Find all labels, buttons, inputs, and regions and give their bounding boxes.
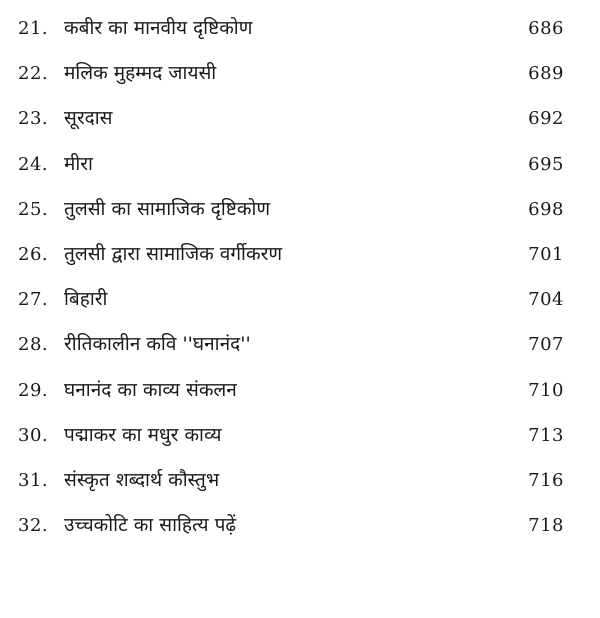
entry-title: संस्कृत शब्दार्थ कौस्तुभ: [64, 468, 220, 491]
entry-page-number: 692: [528, 108, 564, 130]
entry-title: मलिक मुहम्मद जायसी: [64, 62, 217, 85]
toc-entry: [0, 189, 600, 234]
entry-page-number: 716: [528, 469, 564, 491]
entry-page-number: 698: [528, 198, 564, 220]
entry-page-number: 707: [528, 334, 564, 356]
entry-number: 31.: [18, 469, 49, 491]
toc-entry: [0, 415, 600, 460]
entry-title: सूरदास: [64, 107, 113, 130]
entry-title: घनानंद का काव्य संकलन: [64, 378, 237, 401]
entry-number: 26.: [18, 243, 49, 265]
entry-number: 32.: [18, 515, 49, 537]
entry-title: उच्चकोटि का साहित्य पढ़ें: [64, 514, 237, 537]
entry-title: कबीर का मानवीय दृष्टिकोण: [64, 17, 253, 39]
toc-entry: [0, 370, 600, 415]
entry-page-number: 695: [528, 153, 564, 175]
entry-number: 25.: [18, 198, 49, 220]
entry-page-number: 704: [528, 289, 564, 311]
toc-entry: [0, 324, 600, 369]
entry-title: तुलसी का सामाजिक दृष्टिकोण: [64, 197, 271, 220]
entry-page-number: 686: [528, 18, 564, 39]
entry-page-number: 701: [528, 243, 564, 265]
table-of-contents: [0, 8, 600, 550]
toc-entry: [0, 460, 600, 505]
toc-entry: [0, 505, 600, 550]
entry-number: 29.: [18, 379, 49, 401]
entry-number: 21.: [18, 18, 49, 39]
entry-number: 24.: [18, 153, 49, 175]
entry-page-number: 718: [528, 515, 564, 537]
entry-title: पद्माकर का मधुर काव्य: [64, 423, 222, 446]
entry-page-number: 713: [528, 424, 564, 446]
entry-page-number: 710: [528, 379, 564, 401]
entry-title: रीतिकालीन कवि ''घनानंद'': [64, 333, 251, 356]
toc-entry: [0, 144, 600, 189]
entry-number: 22.: [18, 63, 49, 85]
entry-page-number: 689: [528, 63, 564, 85]
toc-entry: [0, 279, 600, 324]
toc-entry: [0, 53, 600, 98]
entry-number: 27.: [18, 289, 49, 311]
entry-number: 28.: [18, 334, 49, 356]
toc-entry: [0, 234, 600, 279]
entry-number: 30.: [18, 424, 49, 446]
toc-entry: [0, 98, 600, 143]
entry-number: 23.: [18, 108, 49, 130]
entry-title: मीरा: [64, 152, 93, 175]
toc-entry: [0, 8, 600, 53]
entry-title: बिहारी: [64, 288, 108, 311]
entry-title: तुलसी द्वारा सामाजिक वर्गीकरण: [64, 242, 283, 265]
